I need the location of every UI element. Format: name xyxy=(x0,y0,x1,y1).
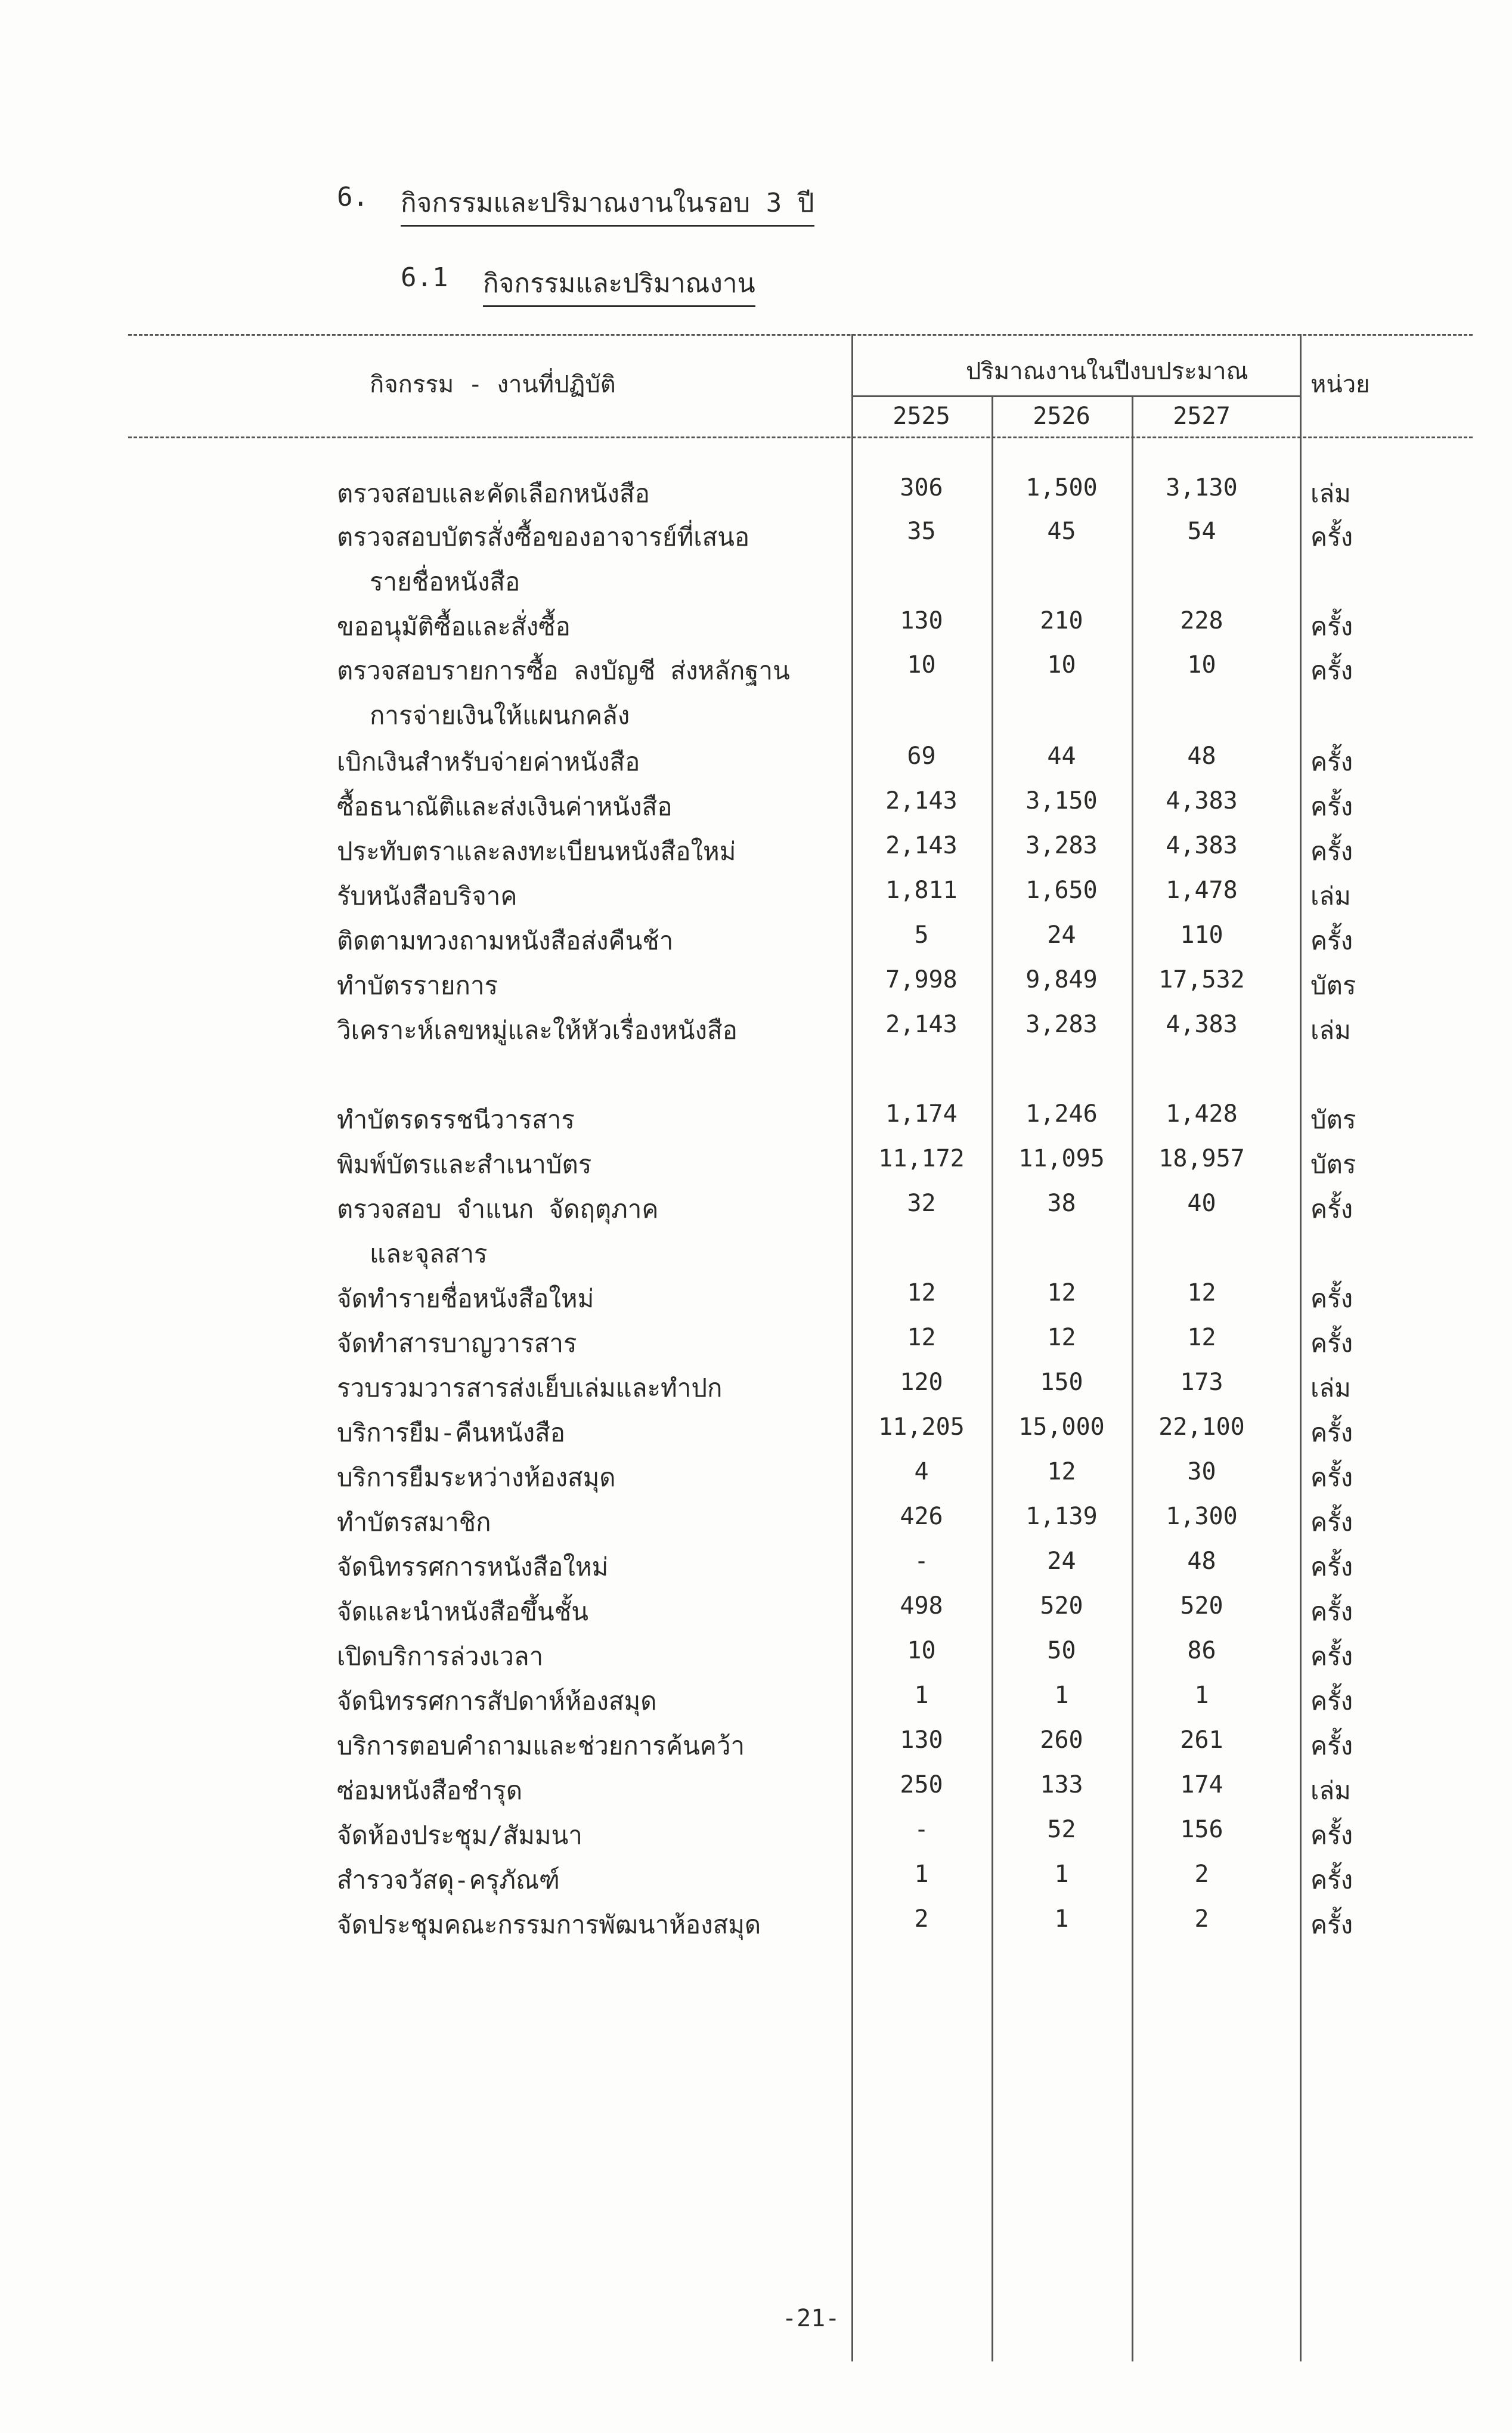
cell-2526: 1 xyxy=(1054,1861,1069,1888)
activity-label: วิเคราะห์เลขหมู่และให้หัวเรื่องหนังสือ xyxy=(337,1016,738,1045)
cell-2527: 12 xyxy=(1187,1324,1216,1351)
cell-2525: 2,143 xyxy=(885,787,958,815)
activity-label: ตรวจสอบและคัดเลือกหนังสือ xyxy=(337,479,650,508)
unit-cell: ครั้ง xyxy=(1310,1597,1353,1626)
unit-cell: บัตร xyxy=(1310,971,1356,1000)
unit-cell: ครั้ง xyxy=(1310,1686,1353,1716)
cell-2526: 15,000 xyxy=(1018,1413,1105,1441)
page-number: -21- xyxy=(782,2305,840,2332)
activity-label: บริการยืม-คืนหนังสือ xyxy=(337,1418,565,1447)
cell-2525: 35 xyxy=(907,518,936,545)
cell-2526: 38 xyxy=(1047,1190,1076,1217)
cell-2526: 9,849 xyxy=(1025,966,1098,993)
cell-2525: - xyxy=(914,1816,929,1843)
cell-2525: 7,998 xyxy=(885,966,958,993)
unit-cell: ครั้ง xyxy=(1310,1865,1353,1895)
cell-2525: 2,143 xyxy=(885,832,958,859)
cell-2525: 2,143 xyxy=(885,1011,958,1038)
activity-label: บริการตอบคำถามและช่วยการค้นคว้า xyxy=(337,1731,745,1760)
cell-2526: 1 xyxy=(1054,1905,1069,1933)
cell-2525: 4 xyxy=(914,1458,929,1485)
cell-2526: 44 xyxy=(1047,742,1076,770)
cell-2525: 130 xyxy=(900,1726,943,1754)
unit-cell: ครั้ง xyxy=(1310,1731,1353,1760)
cell-2526: 24 xyxy=(1047,921,1076,949)
subsection-number: 6.1 xyxy=(401,262,448,293)
column-divider-4 xyxy=(1300,334,1302,2361)
cell-2527: 1,300 xyxy=(1166,1503,1238,1530)
cell-2527: 1 xyxy=(1194,1682,1209,1709)
cell-2527: 86 xyxy=(1187,1637,1216,1664)
cell-2527: 1,478 xyxy=(1166,877,1238,904)
cell-2526: 150 xyxy=(1040,1369,1083,1396)
activity-label: ตรวจสอบ จำแนก จัดฤตุภาค xyxy=(337,1194,659,1224)
cell-2525: 1,811 xyxy=(885,877,958,904)
cell-2526: 10 xyxy=(1047,651,1076,679)
activity-label: ทำบัตรดรรชนีวารสาร xyxy=(337,1105,575,1134)
cell-2525: 10 xyxy=(907,651,936,679)
unit-cell: เล่ม xyxy=(1310,479,1351,508)
cell-2526: 45 xyxy=(1047,518,1076,545)
unit-cell: ครั้ง xyxy=(1310,1821,1353,1850)
activity-label: ซ่อมหนังสือชำรุด xyxy=(337,1776,523,1805)
unit-cell: ครั้ง xyxy=(1310,747,1353,776)
cell-2525: 12 xyxy=(907,1324,936,1351)
cell-2526: 1,246 xyxy=(1025,1100,1098,1128)
unit-cell: ครั้ง xyxy=(1310,837,1353,866)
activity-label: ตรวจสอบรายการซื้อ ลงบัญชี ส่งหลักฐาน xyxy=(337,656,790,685)
cell-2525: 130 xyxy=(900,607,943,634)
cell-2526: 12 xyxy=(1047,1279,1076,1307)
cell-2527: 173 xyxy=(1180,1369,1223,1396)
cell-2526: 1,500 xyxy=(1025,474,1098,502)
cell-2525: 250 xyxy=(900,1771,943,1799)
unit-cell: ครั้ง xyxy=(1310,1552,1353,1581)
unit-cell: บัตร xyxy=(1310,1150,1356,1179)
activity-label: จัดทำรายชื่อหนังสือใหม่ xyxy=(337,1284,594,1313)
cell-2525: 32 xyxy=(907,1190,936,1217)
cell-2526: 12 xyxy=(1047,1324,1076,1351)
cell-2526: 3,283 xyxy=(1025,1011,1098,1038)
cell-2527: 2 xyxy=(1194,1861,1209,1888)
cell-2525: 69 xyxy=(907,742,936,770)
unit-cell: เล่ม xyxy=(1310,1016,1351,1045)
cell-2526: 210 xyxy=(1040,607,1083,634)
cell-2525: 1 xyxy=(914,1861,929,1888)
activity-label-continued: การจ่ายเงินให้แผนกคลัง xyxy=(370,701,630,730)
cell-2527: 48 xyxy=(1187,1547,1216,1575)
section-title: กิจกรรมและปริมาณงานในรอบ 3 ปี xyxy=(401,182,814,227)
cell-2527: 18,957 xyxy=(1158,1145,1245,1172)
cell-2527: 22,100 xyxy=(1158,1413,1245,1441)
header-activity: กิจกรรม - งานที่ปฏิบัติ xyxy=(370,371,616,398)
unit-cell: ครั้ง xyxy=(1310,926,1353,955)
cell-2526: 520 xyxy=(1040,1592,1083,1620)
cell-2525: 11,205 xyxy=(878,1413,965,1441)
unit-cell: ครั้ง xyxy=(1310,1329,1353,1358)
cell-2525: 10 xyxy=(907,1637,936,1664)
unit-cell: ครั้ง xyxy=(1310,656,1353,685)
cell-2525: 11,172 xyxy=(878,1145,965,1172)
cell-2526: 52 xyxy=(1047,1816,1076,1843)
header-year-2525: 2525 xyxy=(893,403,950,430)
cell-2525: - xyxy=(914,1547,929,1575)
table-top-rule xyxy=(128,334,1473,336)
cell-2527: 17,532 xyxy=(1158,966,1245,993)
unit-cell: ครั้ง xyxy=(1310,1642,1353,1671)
cell-2527: 4,383 xyxy=(1166,832,1238,859)
cell-2527: 4,383 xyxy=(1166,787,1238,815)
cell-2527: 1,428 xyxy=(1166,1100,1238,1128)
cell-2525: 120 xyxy=(900,1369,943,1396)
activity-label: จัดประชุมคณะกรรมการพัฒนาห้องสมุด xyxy=(337,1910,761,1939)
unit-cell: ครั้ง xyxy=(1310,1418,1353,1447)
activity-label: ติดตามทวงถามหนังสือส่งคืนช้า xyxy=(337,926,674,955)
activity-label: เบิกเงินสำหรับจ่ายค่าหนังสือ xyxy=(337,747,640,776)
header-bottom-rule xyxy=(128,437,1473,438)
cell-2525: 426 xyxy=(900,1503,943,1530)
cell-2525: 1 xyxy=(914,1682,929,1709)
cell-2527: 4,383 xyxy=(1166,1011,1238,1038)
unit-cell: เล่ม xyxy=(1310,881,1351,911)
header-unit: หน่วย xyxy=(1310,371,1370,398)
activity-label-continued: และจุลสาร xyxy=(370,1239,488,1268)
cell-2527: 54 xyxy=(1187,518,1216,545)
cell-2527: 12 xyxy=(1187,1279,1216,1307)
activity-label: รับหนังสือบริจาค xyxy=(337,881,518,911)
activity-label-continued: รายชื่อหนังสือ xyxy=(370,567,520,596)
activity-label: จัดทำสารบาญวารสาร xyxy=(337,1329,577,1358)
header-year-2527: 2527 xyxy=(1173,403,1231,430)
unit-cell: ครั้ง xyxy=(1310,1463,1353,1492)
unit-cell: ครั้ง xyxy=(1310,1910,1353,1939)
cell-2526: 24 xyxy=(1047,1547,1076,1575)
activity-label: จัดและนำหนังสือขึ้นชั้น xyxy=(337,1597,588,1626)
cell-2527: 40 xyxy=(1187,1190,1216,1217)
cell-2526: 1,650 xyxy=(1025,877,1098,904)
year-header-rule xyxy=(851,395,1300,397)
cell-2525: 306 xyxy=(900,474,943,502)
cell-2527: 156 xyxy=(1180,1816,1223,1843)
cell-2526: 50 xyxy=(1047,1637,1076,1664)
activity-label: จัดนิทรรศการสัปดาห์ห้องสมุด xyxy=(337,1686,657,1716)
cell-2527: 520 xyxy=(1180,1592,1223,1620)
unit-cell: ครั้ง xyxy=(1310,1194,1353,1224)
cell-2527: 10 xyxy=(1187,651,1216,679)
unit-cell: ครั้ง xyxy=(1310,612,1353,641)
unit-cell: ครั้ง xyxy=(1310,522,1353,552)
cell-2525: 12 xyxy=(907,1279,936,1307)
activity-label: ทำบัตรสมาชิก xyxy=(337,1508,491,1537)
activity-label: รวบรวมวารสารส่งเย็บเล่มและทำปก xyxy=(337,1373,723,1403)
section-number: 6. xyxy=(337,182,368,212)
unit-cell: บัตร xyxy=(1310,1105,1356,1134)
cell-2525: 2 xyxy=(914,1905,929,1933)
subsection-title: กิจกรรมและปริมาณงาน xyxy=(483,262,755,307)
unit-cell: ครั้ง xyxy=(1310,792,1353,821)
unit-cell: ครั้ง xyxy=(1310,1284,1353,1313)
cell-2527: 30 xyxy=(1187,1458,1216,1485)
activity-label: พิมพ์บัตรและสำเนาบัตร xyxy=(337,1150,592,1179)
cell-2525: 5 xyxy=(914,921,929,949)
cell-2526: 11,095 xyxy=(1018,1145,1105,1172)
cell-2527: 2 xyxy=(1194,1905,1209,1933)
activity-label: ซื้อธนาณัติและส่งเงินค่าหนังสือ xyxy=(337,792,673,821)
unit-cell: ครั้ง xyxy=(1310,1508,1353,1537)
cell-2526: 260 xyxy=(1040,1726,1083,1754)
cell-2526: 1,139 xyxy=(1025,1503,1098,1530)
activity-label: บริการยืมระหว่างห้องสมุด xyxy=(337,1463,616,1492)
cell-2527: 110 xyxy=(1180,921,1223,949)
cell-2527: 228 xyxy=(1180,607,1223,634)
cell-2526: 3,150 xyxy=(1025,787,1098,815)
cell-2527: 3,130 xyxy=(1166,474,1238,502)
activity-label: จัดห้องประชุม/สัมมนา xyxy=(337,1821,583,1850)
cell-2526: 12 xyxy=(1047,1458,1076,1485)
activity-label: สำรวจวัสดุ-ครุภัณฑ์ xyxy=(337,1865,560,1895)
activity-label: ประทับตราและลงทะเบียนหนังสือใหม่ xyxy=(337,837,736,866)
cell-2526: 133 xyxy=(1040,1771,1083,1799)
cell-2527: 48 xyxy=(1187,742,1216,770)
header-volume: ปริมาณงานในปีงบประมาณ xyxy=(966,358,1248,385)
cell-2527: 261 xyxy=(1180,1726,1223,1754)
activity-label: ขออนุมัติซื้อและสั่งซื้อ xyxy=(337,612,571,641)
activity-label: ทำบัตรรายการ xyxy=(337,971,498,1000)
cell-2525: 498 xyxy=(900,1592,943,1620)
unit-cell: เล่ม xyxy=(1310,1776,1351,1805)
activity-label: จัดนิทรรศการหนังสือใหม่ xyxy=(337,1552,609,1581)
activity-label: เปิดบริการล่วงเวลา xyxy=(337,1642,544,1671)
unit-cell: เล่ม xyxy=(1310,1373,1351,1403)
header-year-2526: 2526 xyxy=(1033,403,1090,430)
activity-label: ตรวจสอบบัตรสั่งซื้อของอาจารย์ที่เสนอ xyxy=(337,522,750,552)
cell-2525: 1,174 xyxy=(885,1100,958,1128)
cell-2527: 174 xyxy=(1180,1771,1223,1799)
cell-2526: 3,283 xyxy=(1025,832,1098,859)
cell-2526: 1 xyxy=(1054,1682,1069,1709)
